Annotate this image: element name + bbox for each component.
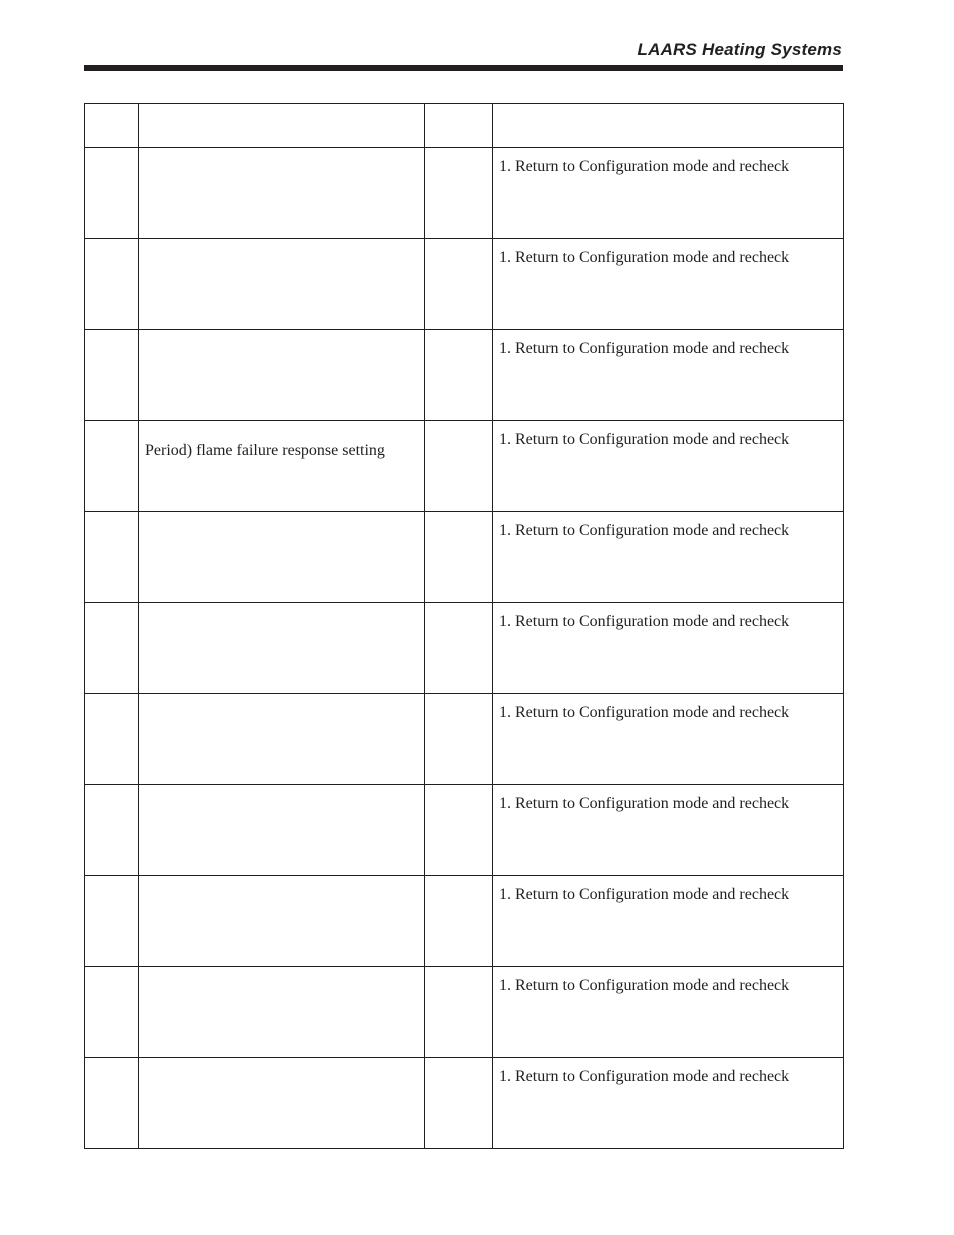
- table-row: [85, 876, 844, 967]
- header-title: LAARS Heating Systems: [637, 40, 842, 59]
- description-cell: [139, 967, 425, 1058]
- description-cell: [139, 876, 425, 967]
- table-row: [85, 785, 844, 876]
- header-cell: [493, 104, 844, 148]
- action-cell: 1. Return to Configuration mode and recheck: [493, 330, 844, 421]
- table-row: [85, 967, 844, 1058]
- status-cell: [425, 148, 493, 239]
- status-cell: [425, 603, 493, 694]
- table-row: [85, 239, 844, 330]
- table-row: [85, 330, 844, 421]
- table-header-row: [85, 104, 844, 148]
- header-rule: [84, 65, 843, 71]
- table-row: [85, 512, 844, 603]
- fault-table: [84, 103, 844, 1149]
- status-cell: [425, 785, 493, 876]
- header-cell: [85, 104, 139, 148]
- action-cell: 1. Return to Configuration mode and recheck: [493, 239, 844, 330]
- status-cell: [425, 239, 493, 330]
- action-cell: 1. Return to Configuration mode and recheck: [493, 694, 844, 785]
- status-cell: [425, 512, 493, 603]
- header-cell: [139, 104, 425, 148]
- table-row: [85, 694, 844, 785]
- code-cell: [85, 512, 139, 603]
- description-cell: [139, 1058, 425, 1149]
- table-row: [85, 148, 844, 239]
- code-cell: [85, 967, 139, 1058]
- code-cell: [85, 148, 139, 239]
- table-row: [85, 603, 844, 694]
- status-cell: [425, 1058, 493, 1149]
- status-cell: [425, 694, 493, 785]
- action-cell: 1. Return to Configuration mode and recheck: [493, 148, 844, 239]
- table-row: [85, 1058, 844, 1149]
- description-cell: Period) flame failure response setting: [139, 421, 425, 512]
- action-cell: 1. Return to Configuration mode and recheck: [493, 785, 844, 876]
- code-cell: [85, 239, 139, 330]
- status-cell: [425, 876, 493, 967]
- code-cell: [85, 421, 139, 512]
- description-cell: [139, 148, 425, 239]
- action-cell: 1. Return to Configuration mode and recheck: [493, 512, 844, 603]
- action-cell: 1. Return to Configuration mode and recheck: [493, 421, 844, 512]
- status-cell: [425, 330, 493, 421]
- action-cell: 1. Return to Configuration mode and recheck: [493, 876, 844, 967]
- code-cell: [85, 876, 139, 967]
- description-cell: [139, 512, 425, 603]
- code-cell: [85, 785, 139, 876]
- description-cell: [139, 694, 425, 785]
- code-cell: [85, 694, 139, 785]
- description-cell: [139, 330, 425, 421]
- action-cell: 1. Return to Configuration mode and recheck: [493, 603, 844, 694]
- code-cell: [85, 330, 139, 421]
- table-row: [85, 421, 844, 512]
- status-cell: [425, 967, 493, 1058]
- action-cell: 1. Return to Configuration mode and recheck: [493, 967, 844, 1058]
- code-cell: [85, 603, 139, 694]
- status-cell: [425, 421, 493, 512]
- description-cell: [139, 603, 425, 694]
- action-cell: 1. Return to Configuration mode and recheck: [493, 1058, 844, 1149]
- header-cell: [425, 104, 493, 148]
- description-cell: [139, 239, 425, 330]
- description-cell: [139, 785, 425, 876]
- code-cell: [85, 1058, 139, 1149]
